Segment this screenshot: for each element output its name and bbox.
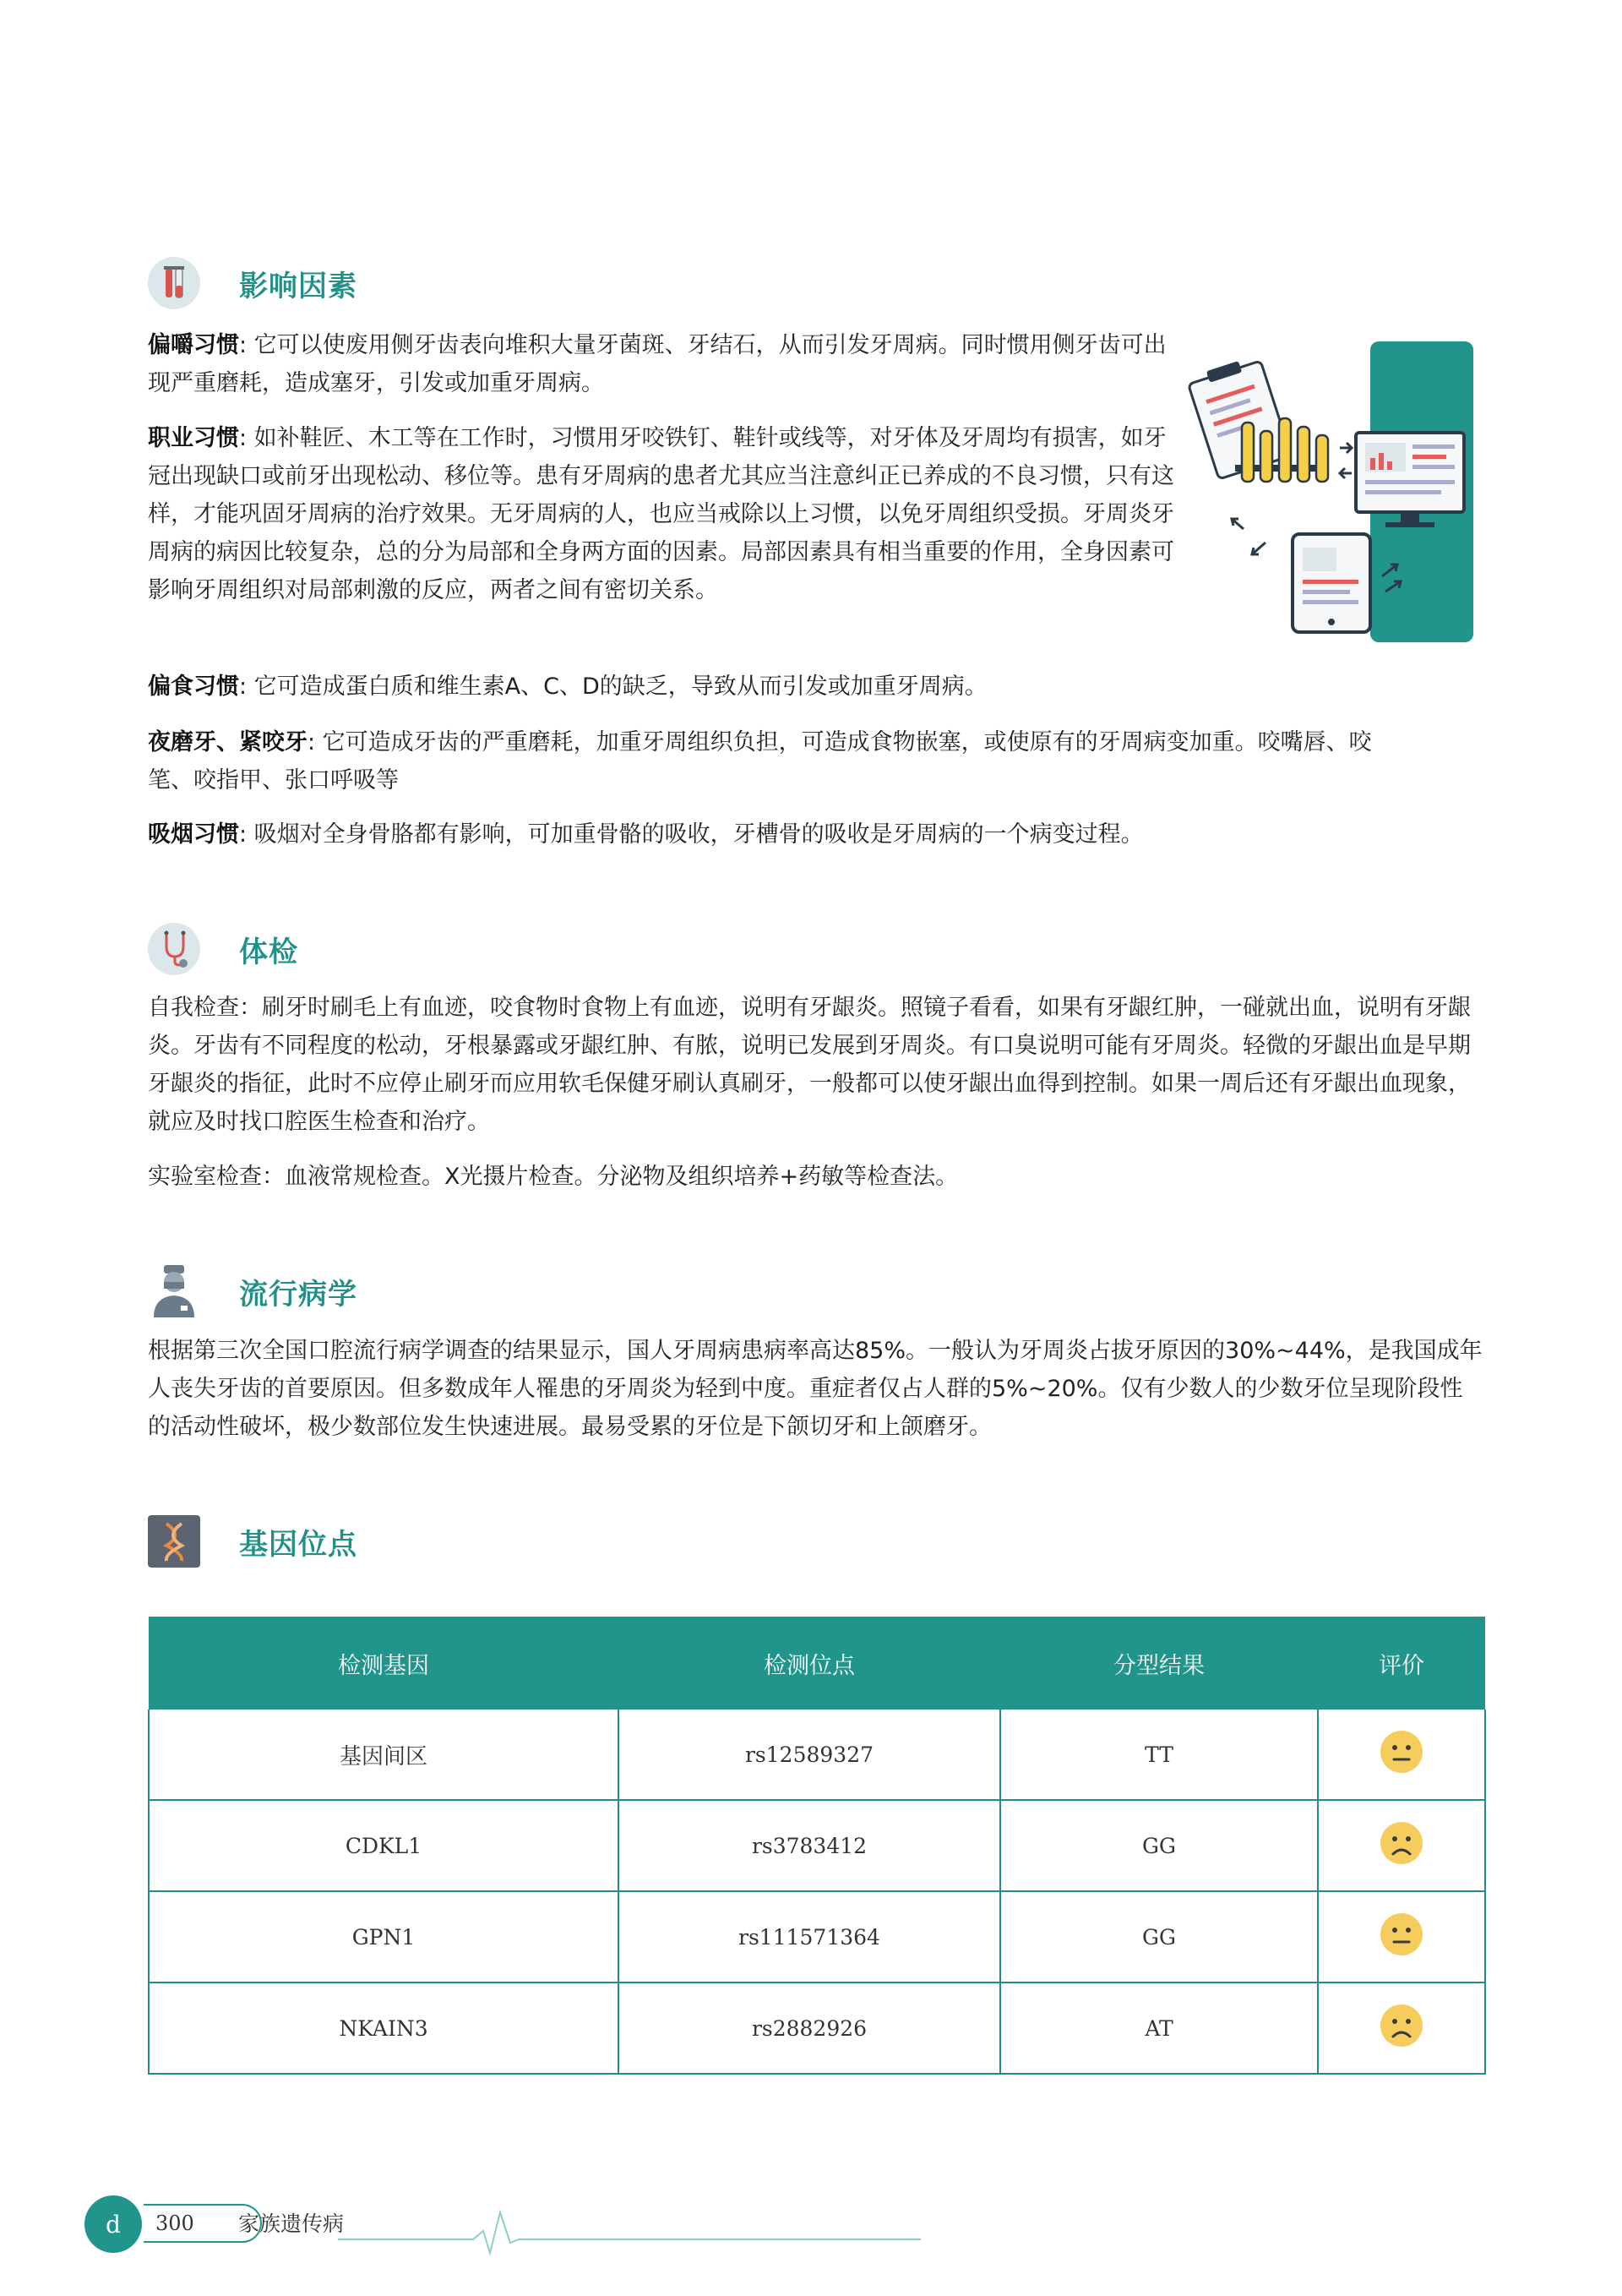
stethoscope-icon	[148, 923, 200, 975]
cell-site: rs111571364	[618, 1891, 1000, 1982]
cell-gene: GPN1	[149, 1891, 618, 1982]
page-footer	[84, 2189, 845, 2265]
section-title-genes: 基因位点	[239, 1527, 357, 1562]
self-exam-paragraph: 自我检查：刷牙时刷毛上有血迹，咬食物时食物上有血迹，说明有牙龈炎。照镜子看看，如果有牙龈红肿，一碰就出血，说明有牙龈炎。牙齿有不同程度的松动，牙根暴露或牙龈红肿、有脓，说明已发展到牙周炎。有口臭说明可能有牙周炎。轻微的牙龈出血是早期牙龈炎的指征，此时不应停止刷牙而应用软毛保健牙刷认真刷牙，一般都可以使牙龈出血得到控制。如果一周后还有牙龈出血现象，就应及时找口腔医生检查和治疗。	[148, 995, 1471, 1135]
medical-data-illustration	[1183, 338, 1487, 651]
factor-text: : 如补鞋匠、木工等在工作时，习惯用牙咬铁钉、鞋针或线等，对牙体及牙周均有损害，如牙冠出现缺口或前牙出现松动、移位等。患有牙周病的患者尤其应当注意纠正已养成的不良习惯，只有这样，才能巩固牙周病的治疗效果。无牙周病的人，也应当戒除以上习惯，以免牙周组织受损。牙周炎牙周病的病因比较复杂，总的分为局部和全身两方面的因素。局部因素具有相当重要的作用，全身因素可影响牙周组织对局部刺激的反应，两者之间有密切关系。	[148, 425, 1174, 603]
factor-item-smoking	[148, 815, 1484, 854]
factor-text: : 它可造成蛋白质和维生素A、C、D的缺乏，导致从而引发或加重牙周病。	[239, 674, 988, 700]
table-row	[149, 1891, 1485, 1982]
factor-label: 偏嚼习惯	[148, 332, 239, 358]
footer-badge: d	[84, 2195, 142, 2253]
section-header-factors	[148, 249, 357, 317]
section-header-exam	[148, 915, 298, 983]
header-site: 检测位点	[618, 1617, 1000, 1710]
factor-text: : 吸烟对全身骨胳都有影响，可加重骨骼的吸收，牙槽骨的吸收是牙周病的一个病变过程。	[239, 821, 1144, 848]
factor-text: : 它可造成牙齿的严重磨耗，加重牙周组织负担，可造成食物嵌塞，或使原有的牙周病变加重。咬嘴唇、咬笔、咬指甲、张口呼吸等	[148, 729, 1372, 794]
factor-label: 偏食习惯	[148, 674, 239, 700]
epidemiology-paragraph: 根据第三次全国口腔流行病学调查的结果显示，国人牙周病患病率高达85%。一般认为牙周炎占拔牙原因的30%~44%，是我国成年人丧失牙齿的首要原因。但多数成年人罹患的牙周炎为轻到中度。重症者仅占人群的5%~20%。仅有少数人的少数牙位呈现阶段性的活动性破坏，极少数部位发生快速进展。最易受累的牙位是下颌切牙和上颌磨牙。	[148, 1338, 1483, 1440]
section-header-epidemiology	[148, 1257, 357, 1325]
section-title-exam: 体检	[239, 935, 298, 969]
factor-label: 夜磨牙、紧咬牙	[148, 729, 308, 755]
cell-rating	[1318, 1982, 1485, 2074]
gene-locus-table	[148, 1617, 1486, 2075]
factor-item-occupation	[148, 419, 1178, 609]
neutral-face-icon	[1379, 1912, 1424, 1957]
header-gene: 检测基因	[149, 1617, 618, 1710]
factor-item-diet	[148, 668, 1484, 706]
sad-face-icon	[1379, 1820, 1424, 1866]
sad-face-icon	[1379, 2003, 1424, 2048]
cell-rating	[1318, 1800, 1485, 1891]
table-header-row	[149, 1617, 1485, 1710]
header-rating: 评价	[1318, 1617, 1485, 1710]
section-title-epidemiology: 流行病学	[239, 1277, 357, 1312]
table-row	[149, 1800, 1485, 1891]
section-title-factors: 影响因素	[239, 269, 357, 303]
cell-genotype: TT	[1000, 1710, 1318, 1800]
doctor-icon	[148, 1265, 200, 1317]
table-row	[149, 1982, 1485, 2074]
cell-gene: NKAIN3	[149, 1982, 618, 2074]
cell-site: rs2882926	[618, 1982, 1000, 2074]
cell-site: rs12589327	[618, 1710, 1000, 1800]
factor-label: 吸烟习惯	[148, 821, 239, 848]
cell-genotype: GG	[1000, 1891, 1318, 1982]
factor-item-grinding	[148, 723, 1390, 799]
table-row	[149, 1710, 1485, 1800]
cell-genotype: GG	[1000, 1800, 1318, 1891]
test-tube-icon	[148, 257, 200, 309]
cell-gene: 基因间区	[149, 1710, 618, 1800]
page-number: 300	[144, 2204, 262, 2243]
section-header-genes	[148, 1508, 357, 1575]
dna-icon	[148, 1515, 200, 1568]
cell-site: rs3783412	[618, 1800, 1000, 1891]
cell-genotype: AT	[1000, 1982, 1318, 2074]
neutral-face-icon	[1379, 1729, 1424, 1775]
cell-gene: CDKL1	[149, 1800, 618, 1891]
lab-exam-paragraph: 实验室检查：血液常规检查。X光摄片检查。分泌物及组织培养+药敏等检查法。	[148, 1164, 959, 1190]
heartbeat-line-icon	[338, 2206, 921, 2256]
header-genotype: 分型结果	[1000, 1617, 1318, 1710]
factor-item-chewing	[148, 326, 1178, 402]
factor-label: 职业习惯	[148, 425, 239, 451]
cell-rating	[1318, 1891, 1485, 1982]
cell-rating	[1318, 1710, 1485, 1800]
factor-text: : 它可以使废用侧牙齿表向堆积大量牙菌斑、牙结石，从而引发牙周病。同时惯用侧牙齿可出现严重磨耗，造成塞牙，引发或加重牙周病。	[148, 332, 1167, 396]
footer-book-title: 家族遗传病	[238, 2211, 345, 2236]
